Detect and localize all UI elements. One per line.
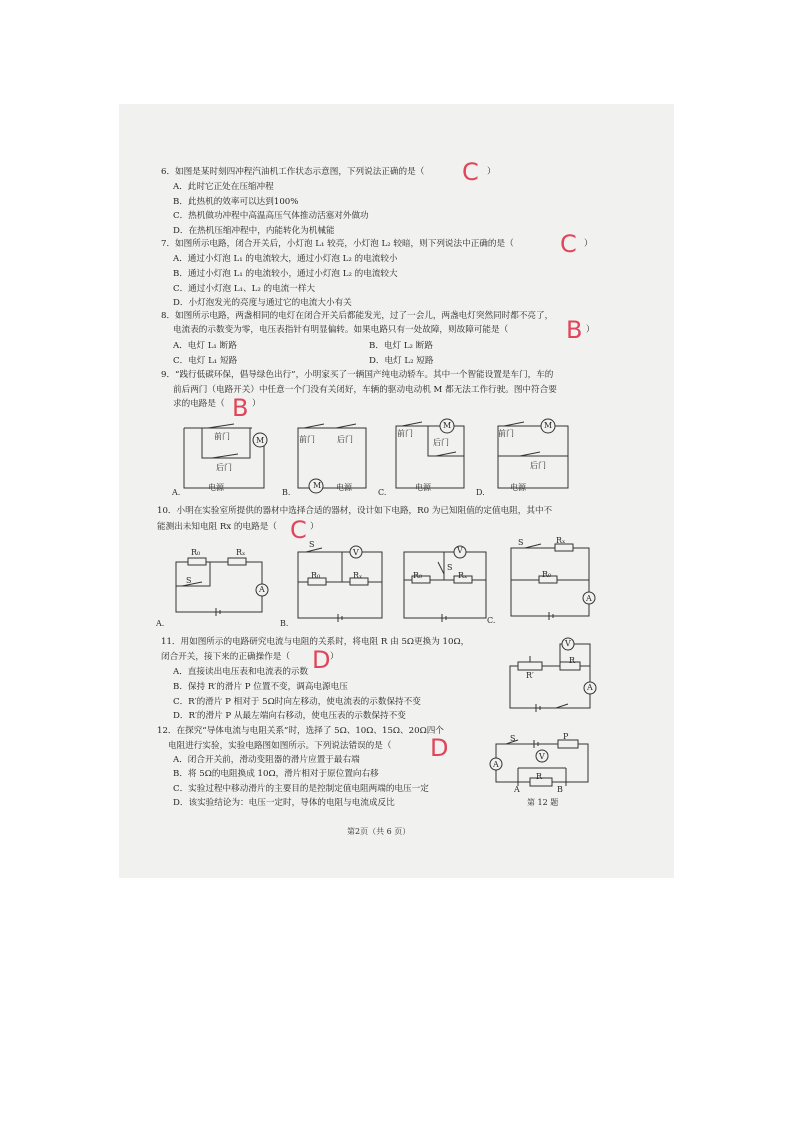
q9a-letter: A.: [172, 488, 181, 497]
page-footer: 第2页（共 6 页）: [347, 827, 411, 836]
q10a-s: S: [186, 576, 192, 585]
q10d-ammeter: A: [586, 594, 592, 603]
q11-rheostat: R′: [526, 671, 534, 680]
q8-answer: B: [566, 316, 583, 344]
q9b-front-door: 前门: [299, 435, 315, 444]
q10a-ammeter: A: [259, 585, 265, 594]
q11-answer: D: [312, 646, 331, 674]
q9d-motor-label: M: [544, 421, 553, 430]
q7-option-c: C．通过小灯泡 L₁、L₂ 的电流一样大: [173, 284, 316, 294]
q10-answer: C: [290, 516, 307, 544]
q9-answer: B: [232, 394, 249, 422]
q6-option-b: B．此热机的效率可以达到100%: [173, 197, 299, 207]
q11-circuit: [504, 634, 604, 714]
q12-r: R: [536, 772, 543, 781]
q12-ammeter: A: [493, 760, 499, 769]
q8-option-a: A．电灯 L₁ 断路: [173, 341, 237, 351]
q10c-voltmeter: V: [457, 546, 463, 555]
q10-circuit-d: [505, 536, 599, 624]
q12-answer: D: [430, 734, 449, 762]
q6-option-c: C．热机做功冲程中高温高压气体推动活塞对外做功: [173, 211, 369, 221]
q9d-front-door: 前门: [498, 429, 514, 438]
q9-stem-line1: 9．“践行低碳环保，倡导绿色出行”，小明家买了一辆国产纯电动轿车。其中一个智能设置是车门，车的: [161, 370, 554, 380]
q9-stem-line2: 前后两门（电路开关）中任意一个门没有关闭好，车辆的驱动电动机 M 都无法工作行驶。图中符合要: [173, 385, 557, 395]
q9b-power: 电源: [336, 483, 352, 492]
q10-circuit-b: [292, 538, 392, 624]
q10b-letter: B.: [280, 619, 289, 628]
q9b-letter: B.: [282, 488, 291, 497]
q11-option-d: D．R′的滑片 P 从最左端向右移动，使电压表的示数保持不变: [173, 711, 406, 721]
q11-stem-line1: 11．用如图所示的电路研究电流与电阻的关系时，将电阻 R 由 5Ω更换为 10Ω，: [161, 637, 470, 647]
q12-circuit: [490, 730, 598, 794]
q11-option-a: A．直接读出电压表和电流表的示数: [173, 667, 309, 677]
q10-stem-line2: 能测出未知电阻 Rx 的电路是（: [157, 522, 277, 532]
q10-circuit-c: [398, 540, 498, 624]
q10-stem-line1: 10．小明在实验室所提供的器材中选择合适的器材，设计如下电路，R0 为已知阻值的定值电阻，其中不: [157, 506, 553, 516]
q9c-power: 电源: [415, 483, 431, 492]
q10a-r0: R₀: [191, 548, 201, 557]
q8-stem-close: ）: [586, 325, 595, 335]
q6-option-d: D．在热机压缩冲程中，内能转化为机械能: [173, 226, 335, 236]
q12-stem-line2: 电阻进行实验，实验电路图如图所示。下列说法错误的是（: [168, 741, 392, 751]
q9c-front-door: 前门: [397, 429, 413, 438]
q8-option-d: D．电灯 L₂ 短路: [369, 356, 434, 366]
q8-stem-line2: 电流表的示数变为零，电压表指针有明显偏转。如果电路只有一处故障，则故障可能是（: [173, 325, 509, 335]
q10c-letter: C.: [487, 616, 496, 625]
q8-option-c: C．电灯 L₁ 短路: [173, 356, 238, 366]
q12-option-a: A．闭合开关前，滑动变阻器的滑片应置于最右端: [173, 755, 360, 765]
q12-terminal-b: B: [557, 785, 563, 794]
q12-option-d: D．该实验结论为：电压一定时，导体的电阻与电流成反比: [173, 798, 395, 808]
q9c-motor-label: M: [443, 421, 452, 430]
q11-option-b: B．保持 R′的滑片 P 位置不变，调高电源电压: [173, 682, 348, 692]
q9d-rear-door: 后门: [530, 461, 546, 470]
q12-caption: 第 12 题: [527, 798, 559, 807]
q9-stem-line3: 求的电路是（: [173, 399, 225, 409]
q11-option-c: C．R′的滑片 P 相对于 5Ω时向左移动，使电流表的示数保持不变: [173, 697, 421, 707]
q9c-letter: C.: [378, 488, 387, 497]
q9-stem-close: ）: [252, 399, 261, 409]
q12-s: S: [510, 734, 516, 743]
q6-stem-close: ）: [487, 167, 496, 177]
q9-circuit-a: [178, 418, 278, 494]
q12-option-b: B．将 5Ω的电阻换成 10Ω，滑片相对于原位置向右移: [173, 769, 379, 779]
q9-circuit-b: [292, 418, 372, 494]
q9d-letter: D.: [476, 488, 485, 497]
q8-stem-line1: 8．如图所示电路，两盏相同的电灯在闭合开关后都能发光，过了一会儿，两盏电灯突然同时都不亮了，: [161, 311, 554, 321]
q10b-voltmeter: V: [353, 548, 359, 557]
q12-p: P: [563, 732, 569, 741]
q11-ammeter: A: [587, 683, 593, 692]
q10-stem-close: ）: [310, 522, 319, 532]
q10b-s: S: [309, 540, 315, 549]
q10d-r0: R₀: [542, 570, 552, 579]
q6-option-a: A．此时它正处在压缩冲程: [173, 182, 274, 192]
q12-terminal-a: A: [514, 785, 520, 794]
q12-voltmeter: V: [539, 752, 545, 761]
q9a-front-door: 前门: [214, 432, 230, 441]
q12-stem-line1: 12．在探究“导体电流与电阻关系”时，选择了 5Ω、10Ω、15Ω、20Ω四个: [157, 726, 444, 736]
q7-option-a: A．通过小灯泡 L₁ 的电流较大，通过小灯泡 L₂ 的电流较小: [173, 254, 398, 264]
q9a-motor-label: M: [256, 436, 265, 445]
q10c-r0: R₀: [413, 571, 423, 580]
q7-stem: 7．如图所示电路，闭合开关后，小灯泡 L₁ 较亮，小灯泡 L₂ 较暗，则下列说法中正确的是（: [161, 239, 514, 249]
q8-option-b: B．电灯 L₂ 断路: [369, 341, 433, 351]
q9b-motor-label: M: [313, 481, 322, 490]
q11-stem-line2: 闭合开关，接下来的正确操作是（: [161, 652, 290, 662]
q9b-rear-door: 后门: [337, 435, 353, 444]
q10d-s: S: [518, 538, 524, 547]
q10c-rx: Rₓ: [458, 571, 468, 580]
q6-stem: 6．如图是某时刻四冲程汽油机工作状态示意图，下列说法正确的是（: [161, 167, 425, 177]
q10b-r0: R₀: [311, 571, 321, 580]
q9c-rear-door: 后门: [433, 438, 449, 447]
q9a-rear-door: 后门: [216, 463, 232, 472]
q11-voltmeter: V: [565, 639, 571, 648]
q9a-power: 电源: [208, 483, 224, 492]
q10c-s: S: [447, 563, 453, 572]
q7-answer: C: [560, 230, 577, 258]
q12-option-c: C．实验过程中移动滑片的主要目的是控制定值电阻两端的电压一定: [173, 784, 429, 794]
q6-answer: C: [462, 158, 479, 186]
q7-option-d: D．小灯泡发光的亮度与通过它的电流大小有关: [173, 298, 352, 308]
q9d-power: 电源: [510, 483, 526, 492]
q11-stem-close: ）: [330, 652, 339, 662]
q7-option-b: B．通过小灯泡 L₁ 的电流较小，通过小灯泡 L₂ 的电流较大: [173, 269, 398, 279]
q10d-rx: Rₓ: [556, 536, 566, 545]
q10b-rx: Rₓ: [353, 571, 363, 580]
q11-r: R: [569, 656, 576, 665]
q7-stem-close: ）: [584, 239, 593, 249]
q10a-letter: A.: [156, 619, 165, 628]
q10a-rx: Rₓ: [236, 548, 246, 557]
